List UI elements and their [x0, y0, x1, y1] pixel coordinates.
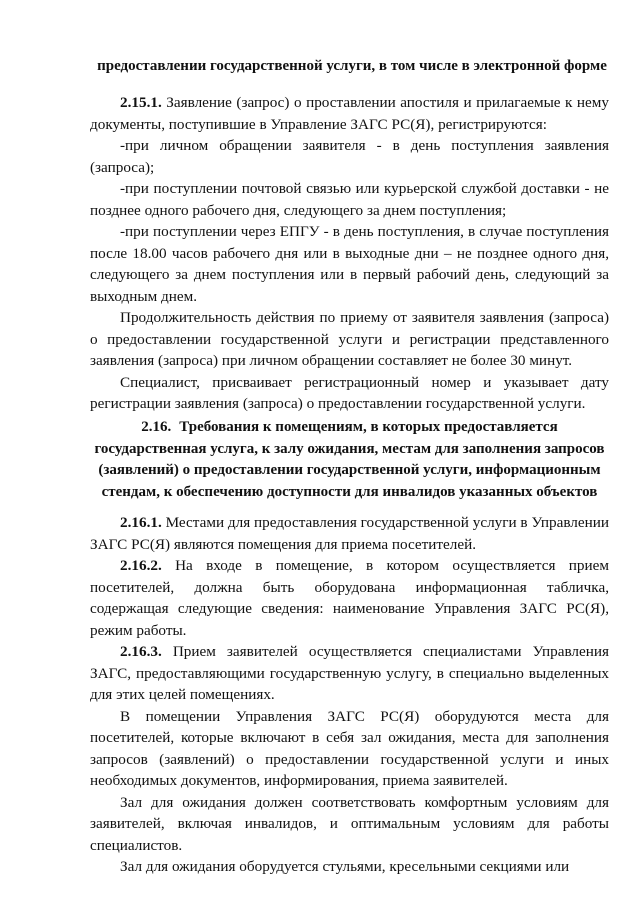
clause-text: Прием заявителей осуществляется специалистами Управления ЗАГС, предоставляющими государственную услугу, в специально выделенных для этих целей помещениях. — [90, 643, 609, 703]
section-2-16-heading — [90, 417, 609, 503]
list-item: -при поступлении через ЕПГУ - в день поступления, в случае поступления после 18.00 часов рабочего дня или в выходные дни – не позднее одного дня, следующего за днем поступления или в первый рабочий день, следующий за выходным днем. — [90, 223, 609, 305]
clause-text: Местами для предоставления государственной услуги в Управлении ЗАГС РС(Я) являются помещения для приема посетителей. — [90, 514, 609, 553]
clause-number: 2.16.3. — [120, 643, 162, 660]
section-title: Требования к помещениям, в которых предоставляется государственная услуга, к залу ожидания, местам для заполнения запросов (заявлений) о предоставлении государственной услуги, информационным стендам, к обеспечению доступности для инвалидов указанных объектов — [94, 419, 605, 500]
paragraph-2-16-1 — [90, 512, 609, 555]
section-2-16-body — [90, 512, 609, 878]
paragraph-hall: Зал для ожидания должен соответствовать комфортным условиям для заявителей, включая инвалидов, и оптимальным условиям для работы специалистов. — [90, 793, 609, 854]
list-item: -при поступлении почтовой связью или курьерской службой доставки - не позднее одного рабочего дня, следующего за днем поступления; — [90, 180, 609, 219]
paragraph-2-16-3 — [90, 641, 609, 706]
section-number: 2.16. — [141, 419, 172, 435]
section-2-15-1 — [90, 92, 609, 415]
clause-number: 2.16.2. — [120, 557, 162, 574]
paragraph-2-15-1 — [90, 92, 609, 135]
clause-text: На входе в помещение, в котором осуществляется прием посетителей, должна быть оборудована информационная табличка, содержащая следующие сведения: наименование Управления ЗАГС РС(Я), режим работы. — [90, 557, 609, 639]
paragraph-duration: Продолжительность действия по приему от заявителя заявления (запроса) о предоставлении государственной услуги и регистрации представленного заявления (запроса) при личном обращении составляет не более 30 минут. — [90, 309, 609, 369]
section-heading-continuation: предоставлении государственной услуги, в том числе в электронной форме — [97, 58, 607, 74]
clause-number: 2.15.1. — [120, 94, 162, 111]
paragraph-equipped: Зал для ожидания оборудуется стульями, кресельными секциями или — [120, 858, 570, 875]
paragraph-2-16-2 — [90, 555, 609, 641]
list-item: -при личном обращении заявителя - в день поступления заявления (запроса); — [90, 137, 609, 176]
paragraph-places: В помещении Управления ЗАГС РС(Я) оборудуются места для посетителей, которые включают в себя зал ожидания, места для заполнения запросов (заявлений) о предоставлении государственной услуги и иных необходимых документов, информирования, приема заявителей. — [90, 707, 609, 789]
paragraph-specialist: Специалист, присваивает регистрационный номер и указывает дату регистрации заявления (запроса) о предоставлении государственной услуги. — [90, 373, 609, 412]
clause-number: 2.16.1. — [120, 514, 162, 531]
clause-text: Заявление (запрос) о проставлении апостиля и прилагаемые к нему документы, поступившие в Управление ЗАГС РС(Я), регистрируются: — [90, 94, 609, 133]
